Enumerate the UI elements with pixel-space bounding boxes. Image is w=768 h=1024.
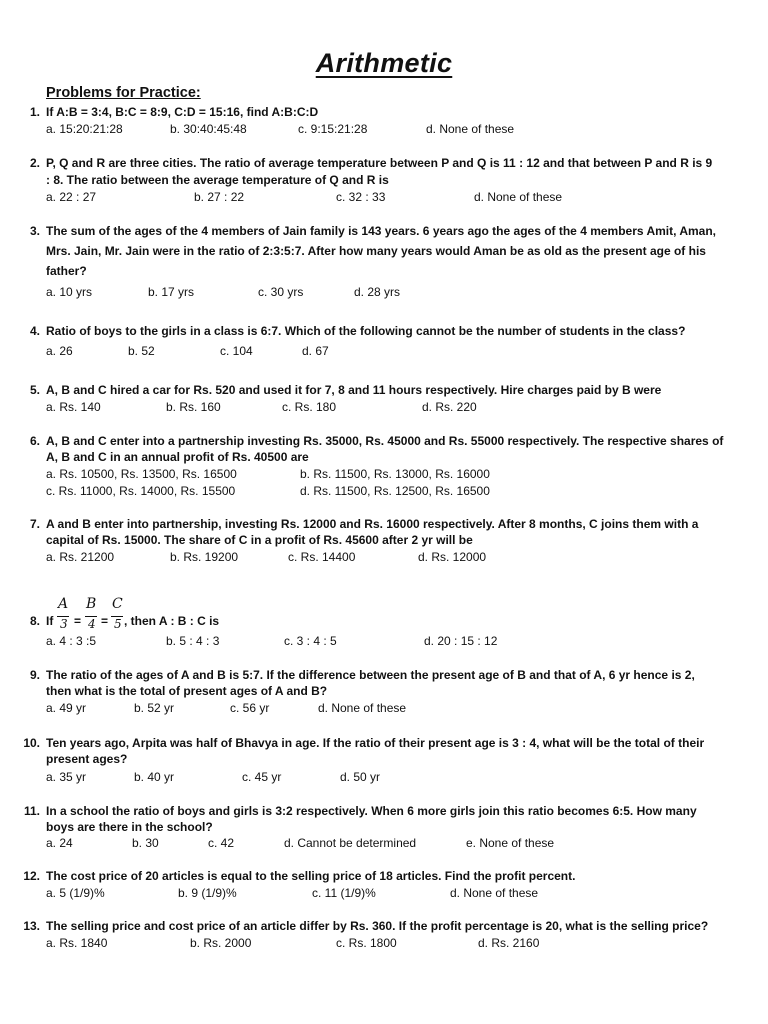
option-d: d. Rs. 220 [422, 400, 477, 414]
option-c: c. Rs. 11000, Rs. 14000, Rs. 15500 [46, 484, 236, 498]
option-d: d. 50 yr [340, 770, 381, 784]
question-number: 13. [23, 919, 40, 933]
question-text: then what is the total of present ages of A and B? [46, 684, 328, 698]
option-a: a. 26 [46, 344, 73, 358]
option-b: b. 30 [132, 836, 159, 850]
question-text: The cost price of 20 articles is equal to the selling price of 18 articles. Find the profit percent. [46, 869, 576, 883]
option-c: c. 30 yrs [258, 285, 304, 299]
question-text: Ratio of boys to the girls in a class is 6:7. Which of the following cannot be the number of students in the class? [46, 324, 686, 338]
option-a: a. 24 [46, 836, 73, 850]
option-d: d. Rs. 2160 [478, 936, 540, 950]
question-text: A and B enter into partnership, investing Rs. 12000 and Rs. 16000 respectively. After 8 months, C joins them with a [46, 517, 699, 531]
question-number: 3. [29, 224, 40, 238]
question-number: 8. [29, 614, 40, 628]
question-text: The selling price and cost price of an article differ by Rs. 360. If the profit percentage is 20, what is the selling price? [46, 919, 709, 933]
option-a: a. 49 yr [46, 701, 87, 715]
option-c: c. 56 yr [230, 701, 270, 715]
option-a: a. 5 (1/9)% [46, 886, 105, 900]
question-number: 1. [29, 105, 40, 119]
option-d: d. 20 : 15 : 12 [424, 634, 498, 648]
question-number: 6. [29, 434, 40, 448]
option-d: d. None of these [318, 701, 407, 715]
fraction-numerator: C [112, 596, 123, 612]
question-number: 4. [29, 324, 40, 338]
question-text: P, Q and R are three cities. The ratio of average temperature between P and Q is 11 : 12 and that between P and R is 9 [46, 156, 713, 170]
fraction-denominator: 3 [60, 617, 68, 631]
question-text: In a school the ratio of boys and girls is 3:2 respectively. When 6 more girls join this ratio becomes 6:5. How many [46, 804, 697, 818]
option-a: a. Rs. 140 [46, 400, 101, 414]
question-text: The sum of the ages of the 4 members of Jain family is 143 years. 6 years ago the ages of the 4 members Amit, Aman, [46, 224, 717, 238]
option-b: b. Rs. 160 [166, 400, 221, 414]
question-text: Ten years ago, Arpita was half of Bhavya in age. If the ratio of their present age is 3 : 4, what will be the total of their [46, 736, 705, 750]
question-number: 10. [23, 736, 40, 750]
option-d: d. None of these [426, 122, 515, 136]
option-b: b. 27 : 22 [194, 190, 245, 204]
fraction-numerator: B [86, 596, 97, 612]
question-text: If A:B = 3:4, B:C = 8:9, C:D = 15:16, find A:B:C:D [46, 105, 319, 119]
option-c: c. 45 yr [242, 770, 282, 784]
question-number: 9. [29, 668, 40, 682]
question-number: 2. [29, 156, 40, 170]
option-c: c. Rs. 180 [282, 400, 337, 414]
question-number: 12. [23, 869, 40, 883]
question-text: A, B and C in an annual profit of Rs. 40500 are [46, 450, 309, 464]
option-b: b. 9 (1/9)% [178, 886, 237, 900]
equals-sign: = [74, 614, 82, 628]
option-b: b. 5 : 4 : 3 [166, 634, 220, 648]
option-a: a. 35 yr [46, 770, 87, 784]
question-text: : 8. The ratio between the average temperature of Q and R is [46, 173, 389, 187]
option-c: c. 3 : 4 : 5 [284, 634, 337, 648]
option-d: d. 28 yrs [354, 285, 401, 299]
question-text: capital of Rs. 15000. The share of C in a profit of Rs. 45600 after 2 yr will be [46, 533, 473, 547]
option-b: b. Rs. 11500, Rs. 13000, Rs. 16000 [300, 467, 490, 481]
option-e: e. None of these [466, 836, 555, 850]
option-a: a. 22 : 27 [46, 190, 97, 204]
option-c: c. Rs. 1800 [336, 936, 397, 950]
fraction-denominator: 5 [114, 617, 122, 631]
option-b: b. 40 yr [134, 770, 175, 784]
option-d: d. Rs. 11500, Rs. 12500, Rs. 16500 [300, 484, 490, 498]
option-b: b. Rs. 19200 [170, 550, 239, 564]
question-number: 11. [23, 804, 40, 818]
option-d: d. 67 [302, 344, 329, 358]
option-d: d. Cannot be determined [284, 836, 417, 850]
question-text: boys are there in the school? [46, 820, 213, 834]
question-suffix: , then A : B : C is [124, 614, 220, 628]
option-b: b. 52 yr [134, 701, 175, 715]
option-a: a. Rs. 10500, Rs. 13500, Rs. 16500 [46, 467, 237, 481]
section-heading: Problems for Practice: [46, 85, 201, 101]
option-a: a. 4 : 3 :5 [46, 634, 97, 648]
option-d: d. None of these [450, 886, 539, 900]
question-text: A, B and C hired a car for Rs. 520 and used it for 7, 8 and 11 hours respectively. Hire charges paid by B were [46, 383, 662, 397]
option-d: d. Rs. 12000 [418, 550, 487, 564]
option-a: a. Rs. 1840 [46, 936, 108, 950]
question-text: father? [46, 264, 87, 278]
fraction-denominator: 4 [88, 617, 96, 631]
question-text: The ratio of the ages of A and B is 5:7. If the difference between the present age of B and that of A, 6 yr hence is 2, [46, 668, 695, 682]
question-number: 5. [29, 383, 40, 397]
question-text: present ages? [46, 752, 128, 766]
option-b: b. Rs. 2000 [190, 936, 252, 950]
question-text: A, B and C enter into a partnership investing Rs. 35000, Rs. 45000 and Rs. 55000 respectively. The respective shares of [46, 434, 724, 448]
option-c: c. 11 (1/9)% [312, 886, 376, 900]
option-a: a. 15:20:21:28 [46, 122, 123, 136]
option-c: c. 104 [220, 344, 253, 358]
option-d: d. None of these [474, 190, 563, 204]
question-prefix: If [46, 614, 54, 628]
fraction-numerator: A [58, 596, 69, 612]
option-c: c. 9:15:21:28 [298, 122, 368, 136]
option-b: b. 52 [128, 344, 155, 358]
option-c: c. 32 : 33 [336, 190, 386, 204]
option-a: a. Rs. 21200 [46, 550, 115, 564]
page-title: Arithmetic [315, 48, 453, 78]
question-number: 7. [29, 517, 40, 531]
option-a: a. 10 yrs [46, 285, 93, 299]
option-b: b. 17 yrs [148, 285, 195, 299]
option-b: b. 30:40:45:48 [170, 122, 247, 136]
question-text: Mrs. Jain, Mr. Jain were in the ratio of 2:3:5:7. After how many years would Aman be as old as the present age of his [46, 244, 706, 258]
option-c: c. Rs. 14400 [288, 550, 356, 564]
option-c: c. 42 [208, 836, 235, 850]
equals-sign: = [101, 614, 109, 628]
